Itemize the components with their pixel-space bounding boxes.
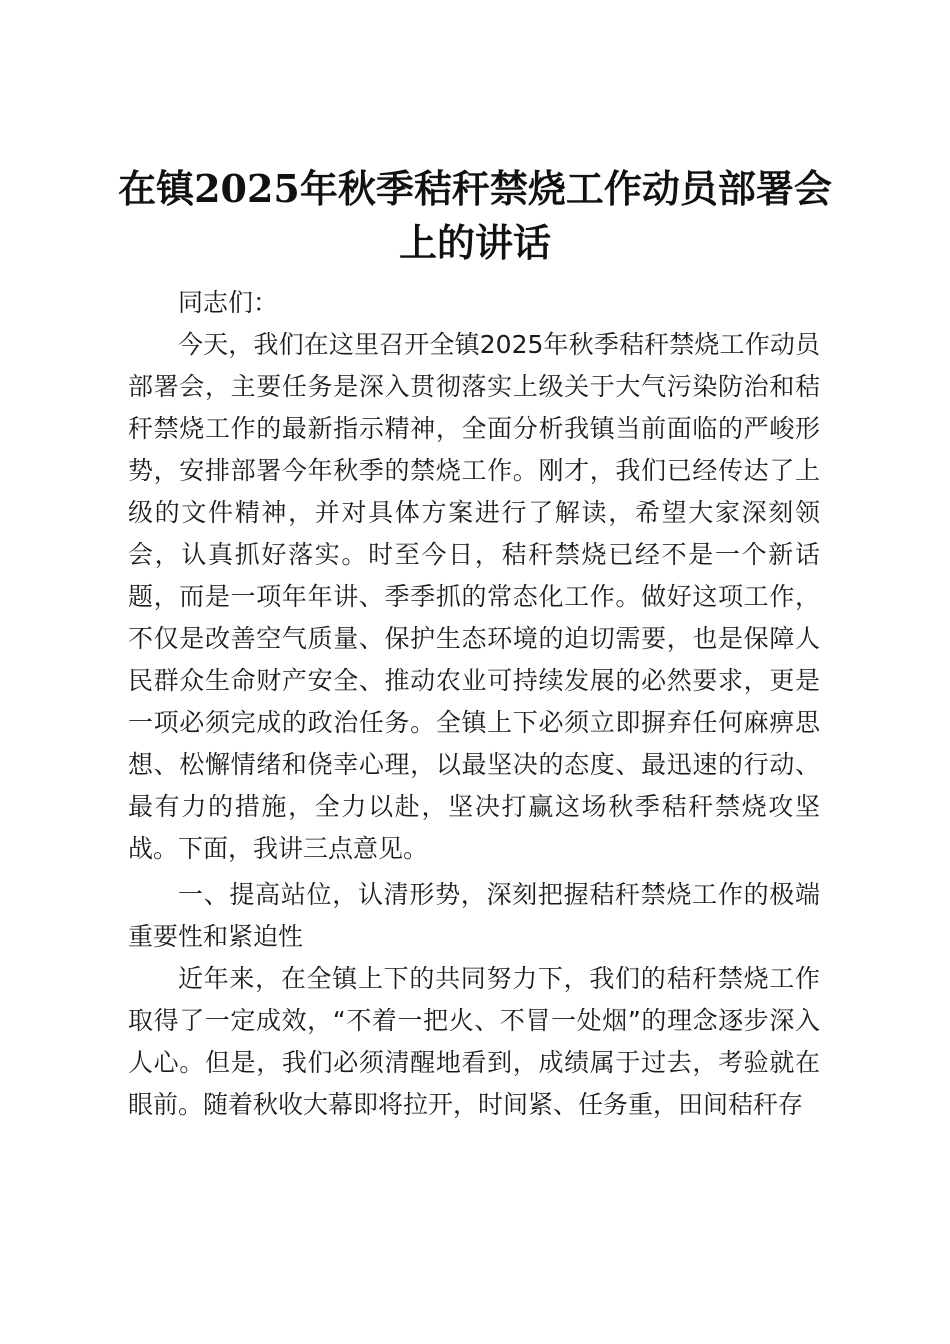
section-heading: 一、提高站位，认清形势，深刻把握秸秆禁烧工作的极端重要性和紧迫性 (128, 880, 820, 951)
document-body (128, 282, 820, 1126)
greeting: 同志们： (178, 288, 279, 317)
document-title: 在镇2025年秋季秸秆禁烧工作动员部署会上的讲话 (118, 166, 832, 265)
paragraph: 今天，我们在这里召开全镇2025年秋季秸秆禁烧工作动员部署会，主要任务是深入贯彻落实上级关于大气污染防治和秸秆禁烧工作的最新指示精神，全面分析我镇当前面临的严峻形势，安排部署今年秋季的禁烧工作。刚才，我们已经传达了上级的文件精神，并对具体方案进行了解读，希望大家深刻领会，认真抓好落实。时至今日，秸秆禁烧已经不是一个新话题，而是一项年年讲、季季抓的常态化工作。做好这项工作，不仅是改善空气质量、保护生态环境的迫切需要，也是保障人民群众生命财产安全、推动农业可持续发展的必然要求，更是一项必须完成的政治任务。全镇上下必须立即摒弃任何麻痹思想、松懈情绪和侥幸心理，以最坚决的态度、最迅速的行动、最有力的措施，全力以赴，坚决打赢这场秋季秸秆禁烧攻坚战。下面，我讲三点意见。 (128, 330, 820, 863)
paragraph: 近年来，在全镇上下的共同努力下，我们的秸秆禁烧工作取得了一定成效，“不着一把火、不冒一处烟”的理念逐步深入人心。但是，我们必须清醒地看到，成绩属于过去，考验就在眼前。随着秋收大幕即将拉开，时间紧、任务重，田间秸秆存 (128, 964, 820, 1119)
